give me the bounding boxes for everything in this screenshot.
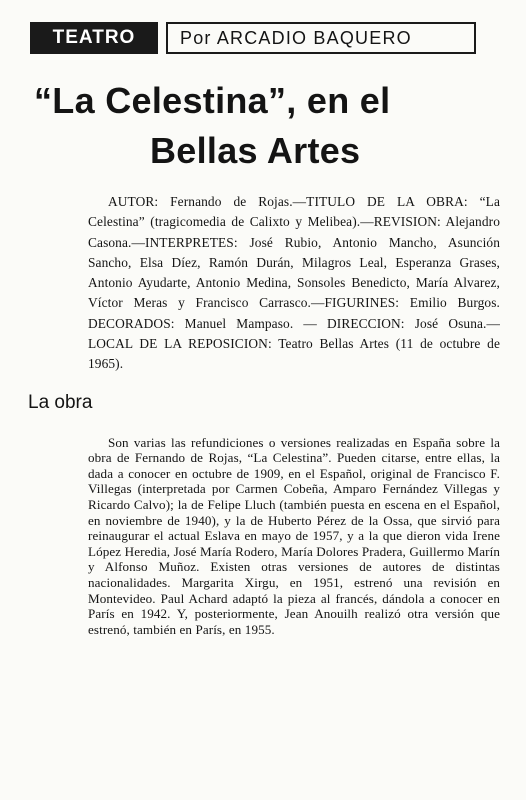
section-subhead: La obra: [28, 391, 93, 413]
production-credits: AUTOR: Fernando de Rojas.—TITULO DE LA OBRA: “La Celestina” (tragicomedia de Calixto y Melibea).—REVISION: Alejandro Casona.—INTERPRETES: José Rubio, Antonio Mancho, Asunción Sancho, Elsa Díez, Ramón Durán, Milagros Leal, Esperanza Grases, Antonio Ayudarte, Antonio Medina, Sonsoles Benedicto, María Alvarez, Víctor Meras y Francisco Carrasco.—FIGURINES: Emilio Burgos. DECORADOS: Manuel Mampaso. — DIRECCION: José Osuna.—LOCAL DE LA REPOSICION: Teatro Bellas Artes (11 de octubre de 1965).: [88, 194, 500, 372]
headline: [26, 76, 500, 176]
byline: Por ARCADIO BAQUERO: [166, 22, 476, 54]
article-body: Son varias las refundiciones o versiones realizadas en España sobre la obra de Fernando de Rojas, “La Celestina”. Pueden citarse, entre ellas, la dada a conocer en octubre de 1909, en el Español, original de Francisco F. Villegas (interpretada por Carmen Cobeña, Amparo Fernández Villegas y Ricardo Calvo); la de Felipe Lluch (también puesta en escena en el Español, en noviembre de 1940), y la de Huberto Pérez de la Ossa, que sirvió para reinaugurar el actual Eslava en mayo de 1957, y a la que dieron vida Irene López Heredia, José María Rodero, María Dolores Pradera, Guillermo Marín y Alfonso Muñoz. Existen otras versiones de autores de distintas nacionalidades. Margarita Xirgu, en 1951, estrenó una revisión en Montevideo. Paul Achard adaptó la pieza al francés, dándola a conocer en París en 1942. Y, posteriormente, Jean Anouilh realizó otra versión que estrenó, también en París, en 1955.: [88, 434, 500, 637]
column-header: [30, 22, 476, 54]
headline-line-1: “La Celestina”, en el: [34, 80, 391, 121]
headline-line-2: Bellas Artes: [150, 130, 361, 171]
section-tag: TEATRO: [30, 22, 158, 54]
